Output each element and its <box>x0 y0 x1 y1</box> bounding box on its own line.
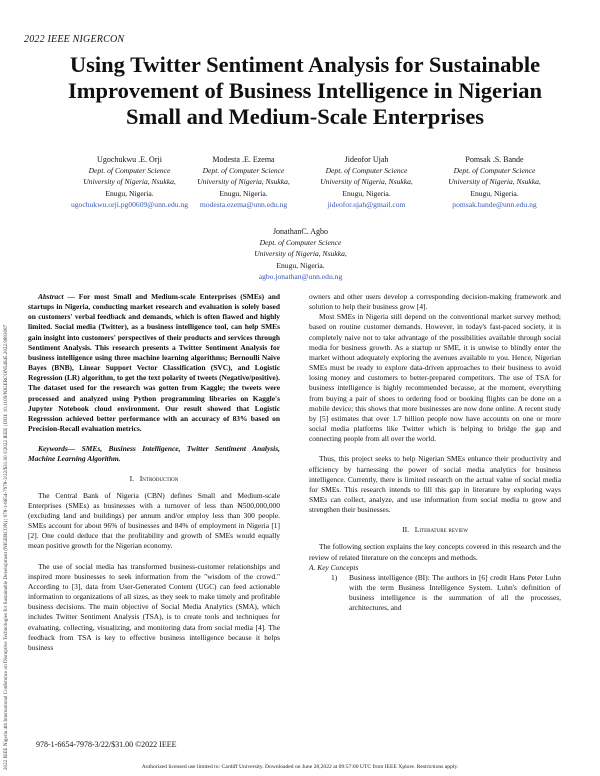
author-city: Enugu, Nigeria. <box>219 188 268 198</box>
paragraph: Most SMEs in Nigeria still depend on the conventional market survey method; based on routine customer demands. However, in today's fast-paced society, it is completely naive not to take advantage of the possibilities available through social media for business growth. As a startup or SME, it is unwise to blindly enter the market without adequately exploring the avenues available to you. Hence, Nigerian SMEs must be ready to explore data-driven approaches to their business to avoid losing money and customers to better-prepared competitors. The use of TSA for business intelligence is highly recommended because, at the moment, everything from buying a pair of shoes to ordering food or booking flights can be done on a mobile device; this shows that more businesses are now done online. A recent study by [5] estimates that over 1.7 billion people now have accounts on one or more social media platforms like Twitter which is helping to bridge the gap and connecting people from all over the world. <box>309 312 561 444</box>
author-email[interactable]: jideofor.ujah@gmail.com <box>327 199 406 209</box>
author-city: Enugu, Nigeria. <box>276 260 325 270</box>
left-column <box>28 292 280 653</box>
author-city: Enugu, Nigeria. <box>105 188 154 198</box>
author-block <box>299 154 434 210</box>
abstract <box>28 292 280 434</box>
author-univ: University of Nigeria, Nsukka, <box>197 177 290 187</box>
side-metadata: 2022 IEEE Nigeria 4th International Conference on Disruptive Technologies for Sustainable Development (NIGERCON) | 978-1-6654-7978-3/22/$31.00 ©2022 IEEE | DOI: 10.1109/NIGERCON54645.2022.9803087 <box>4 324 9 770</box>
section-heading-introduction: I. Introduction <box>129 473 179 483</box>
abstract-text: For most Small and Medium-scale Enterprises (SMEs) and startups in Nigeria, conducting market research and evaluation is solely based on customers' verbal feedback and demands, which is often flawed and highly limited. Social media (Twitter), as a business intelligence tool, can help SMEs gain insight into customers' perspectives of their products and services through Sentiment Analysis. This research presents a Twitter Sentiment Analysis for business intelligence using three machine learning algorithms; Bernoulli Naive Bayes (BNB), Linear Support Vector Classification (SVC), and Logistic Regression (LR) algorithm, to get the text polarity of tweets (Negative/positive). The dataset used for the research was gotten from Kaggle; the tweets were processed and analyzed using Python programming libraries on Kaggle's Jupyter Notebook cloud environment. Our result showed that Logistic Regression achieved better performance with an accuracy of 83% based on Precision-Recall evaluation metrics. <box>28 292 281 434</box>
author-name: JonathanC. Agbo <box>272 227 329 236</box>
download-footer: Authorized licensed use limited to: Cardiff University. Downloaded on June 28,2022 at 09:57:00 UTC from IEEE Xplore. Restrictions apply. <box>141 764 459 770</box>
author-name: Modesta .E. Ezema <box>212 155 275 164</box>
author-name: Pomsak .S. Bande <box>465 155 524 164</box>
author-dept: Dept. of Computer Science <box>88 166 171 176</box>
author-name: Jideofor Ujah <box>344 155 389 164</box>
author-dept: Dept. of Computer Science <box>453 166 536 176</box>
right-column <box>309 292 561 614</box>
author-block <box>176 154 311 210</box>
numbered-item <box>309 573 561 614</box>
keywords-text: SMEs, Business Intelligence, Twitter Sentiment Analysis, Machine Learning Algorithm. <box>28 444 281 464</box>
author-dept: Dept. of Computer Science <box>259 238 342 248</box>
conference-label: 2022 IEEE NIGERCON <box>24 34 125 45</box>
paragraph: The Central Bank of Nigeria (CBN) defines Small and Medium-scale Enterprises (SMEs) as businesses with a turnover of less than ₦500,000,000 (excluding land and buildings) per annum and/or employ less than 300 people. SMEs account for about 96% of businesses and 84% of employment in Nigeria [1] [2]. One could deduce that the profitability and growth of SMEs would equally mean positive growth for the Nigerian economy. <box>28 490 280 551</box>
item-text: Business intelligence (BI): The authors in [6] credit Hans Peter Luhn with the term Business Intelligence System. Luhn's definition of business intelligence is the summation of all the processes, architectures, and <box>349 572 561 613</box>
keywords-label: Keywords— <box>38 444 76 454</box>
item-number: 1) <box>331 572 338 582</box>
paragraph: The following section explains the key concepts covered in this research and the review of related literature on the concepts and methods. <box>309 542 561 562</box>
author-univ: University of Nigeria, Nsukka, <box>254 249 347 259</box>
keywords <box>28 444 280 464</box>
author-dept: Dept. of Computer Science <box>325 166 408 176</box>
author-univ: University of Nigeria, Nsukka, <box>320 177 413 187</box>
issn-line: 978-1-6654-7978-3/22/$31.00 ©2022 IEEE <box>36 740 177 749</box>
author-email[interactable]: ugochukwu.orji.pg00609@unn.edu.ng <box>70 199 189 209</box>
paper-title: Using Twitter Sentiment Analysis for Sustainable Improvement of Business Intelligence in Nigerian Small and Medium-Scale Enterprises <box>68 52 542 129</box>
author-email[interactable]: agbo.jonathan@unn.edu.ng <box>258 271 343 281</box>
paragraph: The use of social media has transformed business-customer relationships and inspired more businesses to seek information from the "wisdom of the crowd." According to [3], data from User-Generated Content (UGC) can feed actionable information to organizations of all sizes, as they seek to make timely and profitable business decisions. The main objective of Social Media Analytics (SMA), which includes Twitter Sentiment Analysis (TSA), is to create tools and techniques for evaluating, collecting, visualizing, and monitoring data from social media [4]. The feedback from TSA is key to effective business intelligence because it helps business <box>28 561 280 652</box>
author-city: Enugu, Nigeria. <box>342 188 391 198</box>
author-email[interactable]: modesta.ezema@unn.edu.ng <box>199 199 288 209</box>
author-dept: Dept. of Computer Science <box>202 166 285 176</box>
subsection-heading: A. Key Concepts <box>309 562 359 572</box>
paragraph: owners and other users develop a corresponding decision-making framework and solution to help their business grow [4]. <box>309 292 561 312</box>
author-block <box>427 154 562 210</box>
author-city: Enugu, Nigeria. <box>470 188 519 198</box>
author-univ: University of Nigeria, Nsukka, <box>83 177 176 187</box>
author-email[interactable]: pomsak.bande@unn.edu.ng <box>452 199 537 209</box>
paragraph: Thus, this project seeks to help Nigerian SMEs enhance their productivity and efficiency by harnessing the power of social media analytics for business intelligence. Currently, there is limited research on the actual value of social media for SMEs. This research intends to fill this gap in literature by exploring ways SMEs can collect, analyze, and use information from social media to grow and strengthen their businesses. <box>309 454 561 515</box>
section-heading-literature-review: II. Literature review <box>402 525 468 535</box>
author-name: Ugochukwu .E. Orji <box>97 155 162 164</box>
author-univ: University of Nigeria, Nsukka, <box>448 177 541 187</box>
author-block <box>233 226 368 282</box>
abstract-label: Abstract — <box>38 292 75 301</box>
